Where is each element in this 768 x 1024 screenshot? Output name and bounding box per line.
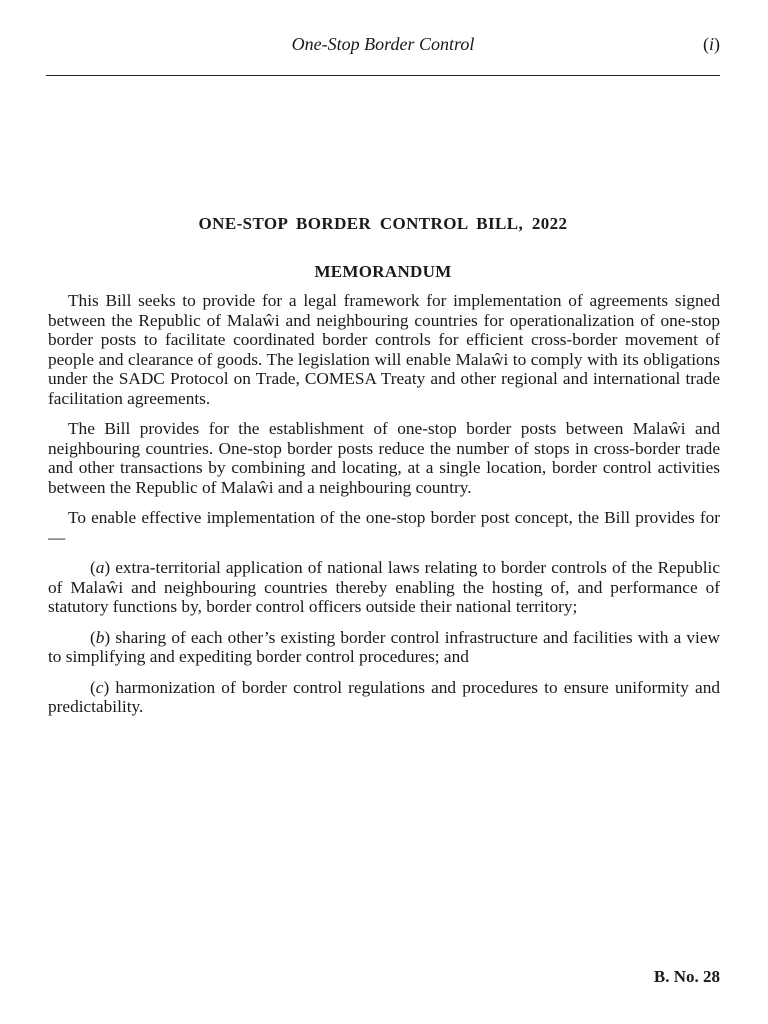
paragraph-1: This Bill seeks to provide for a legal framework for implementation of agreements signed between the Republic of Malaŵi and neighbouring countries for operationalization of one-stop border posts to facilitate coordinated border controls for efficient cross-border movement of people and clearance of goods. The legislation will enable Malaŵi to comply with its obligations under the SADC Protocol on Trade, COMESA Treaty and other regional and international trade facilitation agreements. bbox=[48, 291, 720, 408]
provision-letter: a bbox=[95, 558, 105, 577]
running-head bbox=[46, 34, 720, 60]
provision-letter: c bbox=[95, 677, 104, 697]
page-number-open: ( bbox=[702, 34, 709, 54]
memorandum-body bbox=[48, 291, 720, 728]
header-rule bbox=[46, 75, 720, 76]
page-number-close: ) bbox=[714, 34, 720, 54]
provision-item-a: (a) extra-territorial application of national laws relating to border controls of the Republic of Malaŵi and neighbouring countries thereby enabling the hosting of, and performance of statutory functions by, border control officers outside their national territory; bbox=[48, 558, 720, 616]
provision-text: extra-territorial application of national laws relating to border controls of the Republic of Malaŵi and neighbouring countries thereby enabling the hosting of, and performance of statutory functions by, border control officers outside their national territory; bbox=[48, 558, 720, 616]
provision-letter: b bbox=[95, 627, 105, 647]
bill-title: ONE-STOP BORDER CONTROL BILL, 2022 bbox=[198, 214, 568, 233]
paragraph-2: The Bill provides for the establishment of one-stop border posts between Malaŵi and neighbouring countries. One-stop border posts reduce the number of stops in cross-border trade and other transactions by combining and locating, at a single location, border control activities between the Republic of Malaŵi and a neighbouring country. bbox=[48, 419, 720, 497]
page-number-label: i bbox=[708, 34, 714, 54]
provision-item-c: (c) harmonization of border control regulations and procedures to ensure uniformity and predictability. bbox=[48, 677, 720, 716]
memorandum-heading: MEMORANDUM bbox=[314, 262, 452, 281]
running-head-title: One-Stop Border Control bbox=[291, 34, 475, 54]
provision-item-b: (b) sharing of each other’s existing border control infrastructure and facilities with a view to simplifying and expediting border control procedures; and bbox=[48, 627, 720, 666]
provision-text: harmonization of border control regulations and procedures to ensure uniformity and predictability. bbox=[48, 677, 720, 716]
paragraph-3: To enable effective implementation of the one-stop border post concept, the Bill provides for— bbox=[48, 508, 720, 547]
page-number bbox=[703, 34, 720, 55]
provision-text: sharing of each other’s existing border control infrastructure and facilities with a view to simplifying and expediting border control procedures; and bbox=[48, 627, 720, 666]
bill-number: B. No. 28 bbox=[653, 967, 720, 986]
